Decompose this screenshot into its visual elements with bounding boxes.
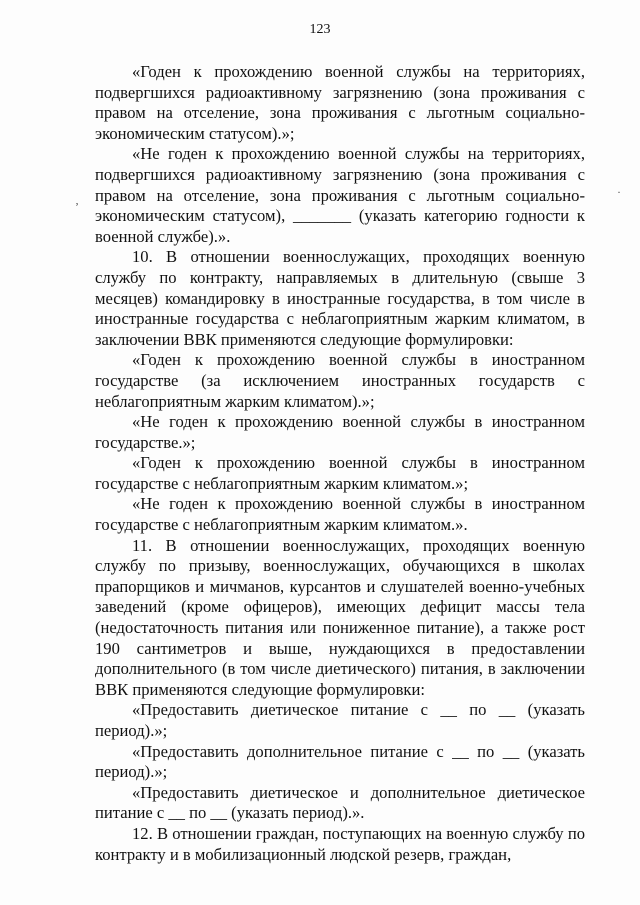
paragraph-unfit-foreign-hot: «Не годен к прохождению военной службы в иностранном государстве с неблагоприятным жарким климатом.».	[95, 494, 585, 535]
paragraph-fit-foreign: «Годен к прохождению военной службы в иностранном государстве (за исключением иностранных государств с неблагоприятным жарким климатом).»;	[95, 350, 585, 411]
paragraph-diet-extra-food: «Предоставить диетическое и дополнительное диетическое питание с __ по __ (указать период).».	[95, 782, 585, 823]
paragraph-fit-radiation: «Годен к прохождению военной службы на территориях, подвергшихся радиоактивному загрязнению (зона проживания с правом на отселение, зона проживания с льготным социально-экономическим статусом).»;	[95, 62, 585, 143]
paragraph-diet-food: «Предоставить диетическое питание с __ по __ (указать период).»;	[95, 700, 585, 740]
scan-mark-right: ·	[617, 185, 621, 199]
paragraph-extra-food: «Предоставить дополнительное питание с __ по __ (указать период).»;	[95, 741, 585, 782]
paragraph-item-12: 12. В отношении граждан, поступающих на военную службу по контракту и в мобилизационный людской резерв, граждан,	[95, 823, 585, 864]
paragraph-unfit-foreign: «Не годен к прохождению военной службы в иностранном государстве.»;	[95, 412, 585, 452]
document-body	[95, 62, 585, 865]
page-number: 123	[309, 22, 331, 37]
paragraph-fit-foreign-hot: «Годен к прохождению военной службы в иностранном государстве с неблагоприятным жарким климатом.»;	[95, 453, 585, 493]
paragraph-item-11: 11. В отношении военнослужащих, проходящих военную службу по призыву, военнослужащих, обучающихся в школах прапорщиков и мичманов, курсантов и слушателей военно-учебных заведений (кроме офицеров), имеющих дефицит массы тела (недостаточность питания или пониженное питание), а также рост 190 сантиметров и выше, нуждающихся в предоставлении дополнительного (в том числе диетического) питания, в заключении ВВК применяются следующие формулировки:	[95, 535, 585, 699]
paragraph-unfit-radiation: «Не годен к прохождению военной службы на территориях, подвергшихся радиоактивному загрязнению (зона проживания с правом на отселение, зона проживания с льготным социально-экономическим статусом), _______ (указать категорию годности к военной службе).».	[95, 144, 585, 246]
scan-mark-left: ‚	[75, 193, 79, 207]
paragraph-item-10: 10. В отношении военнослужащих, проходящих военную службу по контракту, направляемых в длительную (свыше 3 месяцев) командировку в иностранные государства, в том числе в иностранные государства с неблагоприятным жарким климатом, в заключении ВВК применяются следующие формулировки:	[95, 247, 585, 349]
